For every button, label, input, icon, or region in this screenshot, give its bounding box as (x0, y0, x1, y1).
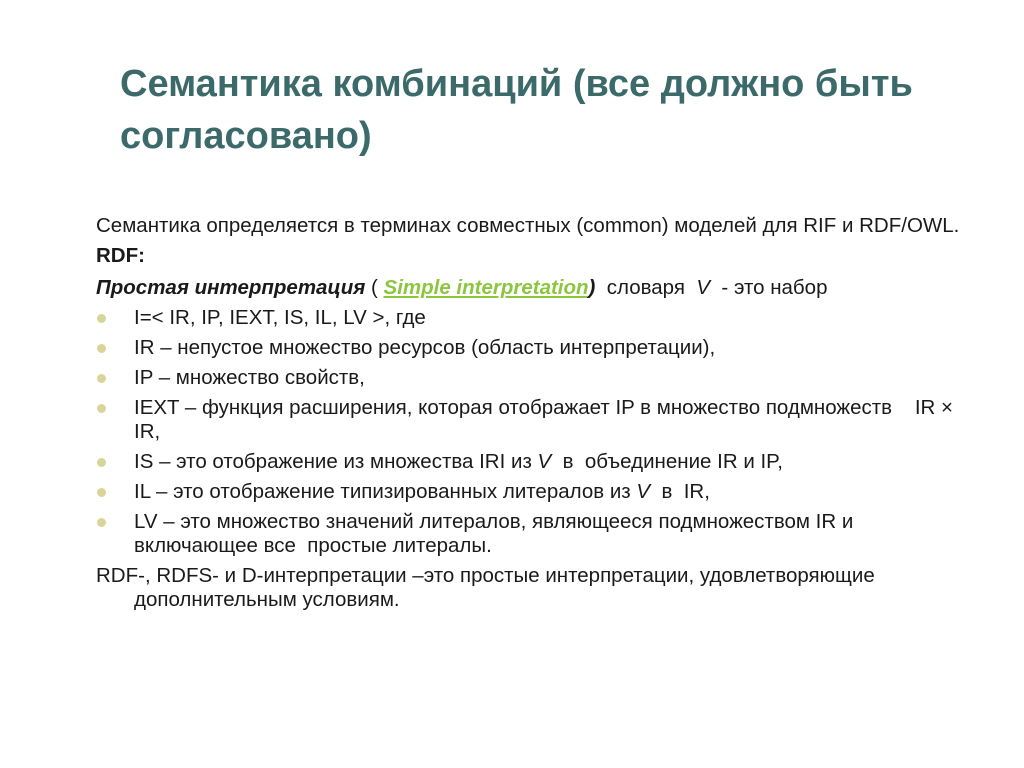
bullet-dot-icon (97, 344, 106, 353)
bullet-item-il (96, 480, 976, 504)
bullet-text-after: в IR, (650, 480, 710, 503)
vocabulary-var: V (636, 480, 651, 503)
definition-open-paren: ( (365, 276, 384, 299)
bullet-item-iext (96, 396, 976, 444)
slide-body (96, 214, 976, 618)
bullet-item-i (96, 306, 976, 330)
bullet-text: IS – это отображение из множества IRI из (134, 450, 538, 473)
bullet-dot-icon (97, 488, 106, 497)
bullet-text: IL – это отображение типизированных литералов из (134, 480, 637, 503)
closing-paragraph: RDF-, RDFS- и D-интерпретации –это простые интерпретации, удовлетворяющие дополнительным условиям. (96, 564, 887, 611)
vocabulary-var: V (696, 276, 711, 299)
bullet-item-is (96, 450, 976, 474)
bullet-text: IEXT – функция расширения, которая отображает IP в множество подмножеств IR × IR, (134, 396, 959, 443)
definition-tail: - это набор (710, 276, 828, 299)
definition-middle: словаря (595, 276, 697, 299)
definition-close-paren: ) (588, 276, 596, 299)
definition-paragraph (96, 276, 976, 300)
bullet-list (96, 306, 976, 558)
bullet-dot-icon (97, 458, 106, 467)
rdf-heading: RDF: (96, 244, 145, 267)
bullet-item-ip (96, 366, 976, 390)
bullet-text: I=< IR, IP, IEXT, IS, IL, LV >, где (134, 306, 426, 329)
definition-term: Простая интерпретация (96, 276, 366, 299)
simple-interpretation-link[interactable]: Simple interpretation (383, 276, 589, 299)
bullet-item-ir (96, 336, 976, 360)
bullet-dot-icon (97, 518, 106, 527)
bullet-dot-icon (97, 404, 106, 413)
bullet-text-after: в объединение IR и IP, (551, 450, 783, 473)
bullet-item-lv (96, 510, 976, 558)
intro-paragraph: Семантика определяется в терминах совместных (common) моделей для RIF и RDF/OWL. (96, 214, 960, 237)
bullet-dot-icon (97, 314, 106, 323)
bullet-dot-icon (97, 374, 106, 383)
bullet-text: IP – множество свойств, (134, 366, 365, 389)
bullet-text: LV – это множество значений литералов, являющееся подмножеством IR и включающее все простые литералы. (134, 510, 860, 557)
slide-title: Семантика комбинаций (все должно быть согласовано) (120, 63, 913, 157)
bullet-text: IR – непустое множество ресурсов (область интерпретации), (134, 336, 716, 359)
vocabulary-var: V (537, 450, 552, 473)
